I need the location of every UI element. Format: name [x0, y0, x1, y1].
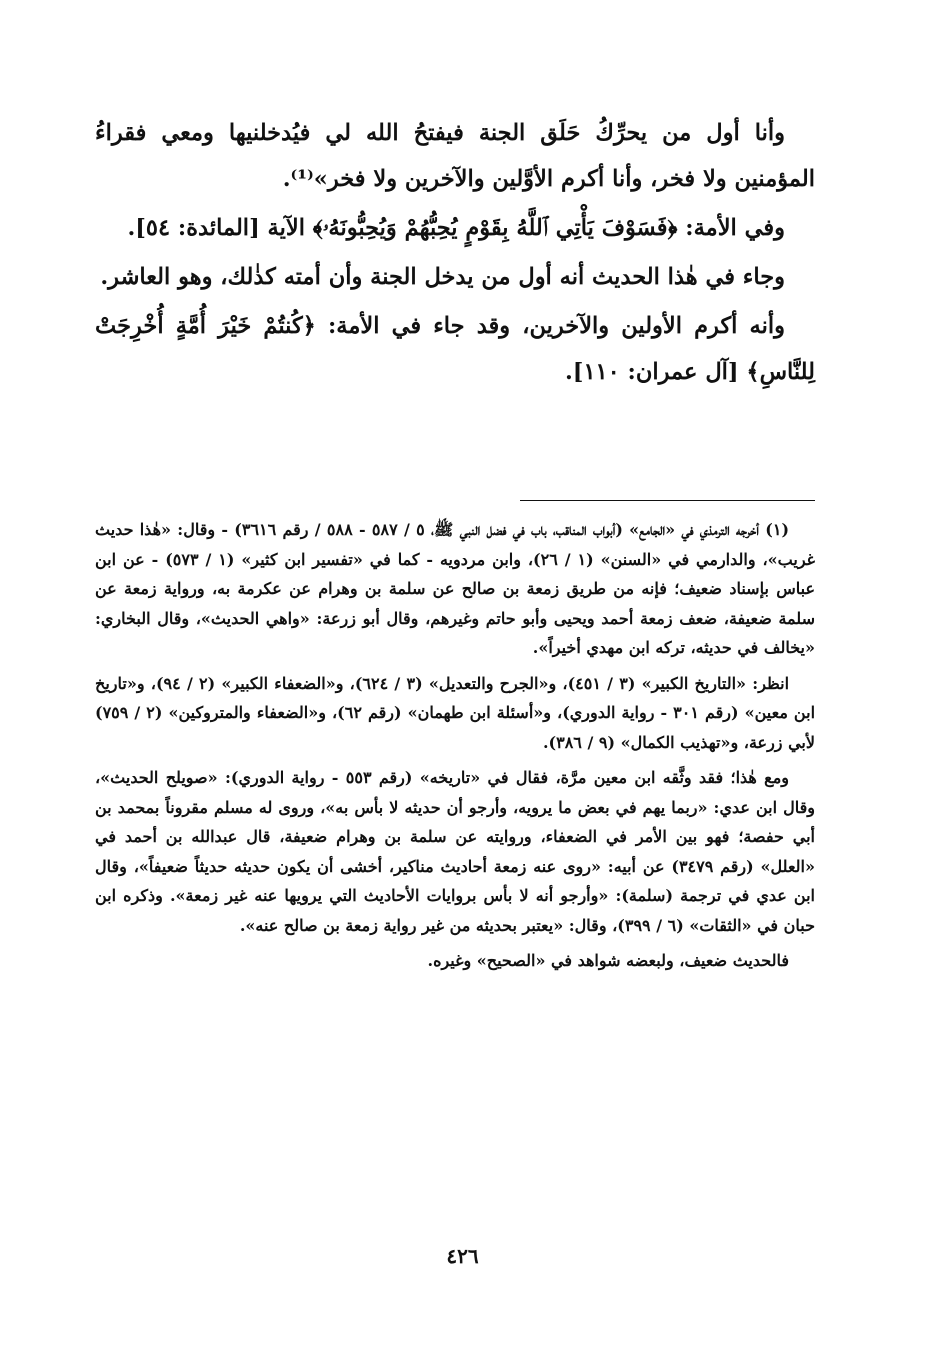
main-paragraph: وفي الأمة: ﴿فَسَوْفَ يَأْتِي ٱللَّهُ بِقَوْمٍ يُحِبُّهُمْ وَيُحِبُّونَهُۥ﴾ الآية [المائدة: ٥٤].	[127, 215, 785, 241]
main-paragraph: وأنه أكرم الأولين والآخرين، وقد جاء في الأمة: ﴿كُنتُمْ خَيْرَ أُمَّةٍ أُخْرِجَتْ لِلنَّاسِ﴾ [آل عمران: ١١٠].	[95, 313, 815, 385]
footnote-divider	[520, 500, 815, 501]
main-paragraph: وجاء في هٰذا الحديث أنه أول من يدخل الجنة وأن أمته كذٰلك، وهو العاشر.	[100, 264, 785, 290]
footnotes	[95, 515, 815, 976]
footnote-paragraph: فالحديث ضعيف، ولبعضه شواهد في «الصحيح» وغيره.	[427, 951, 789, 970]
footnote-paragraph: انظر: «التاريخ الكبير» (٣ / ٤٥١)، و«الجرح والتعديل» (٣ / ٦٢٤)، و«الضعفاء الكبير» (٢ / ٩٤)، و«تاريخ ابن معين» (رقم ٣٠١ - رواية الدوري)، و«أسئلة ابن طهمان» (رقم ٦٢)، و«الضعفاء والمتروكين» (٢ / ٧٥٩) لأبي زرعة، و«تهذيب الكمال» (٩ / ٣٨٦).	[95, 673, 816, 752]
page-number: ٤٢٦	[446, 1244, 479, 1268]
main-paragraph: وأنا أول من يحرِّكُ حَلَق الجنة فيفتحُ الله لي فيُدخلنيها ومعي فقراءُ المؤمنين ولا فخر، وأنا أكرم الأوَّلين والآخرين ولا فخر»⁽¹⁾.	[95, 120, 815, 192]
footnote-paragraph: ومع هٰذا؛ فقد وثَّقه ابن معين مرَّة، فقال في «تاريخه» (رقم ٥٥٣ - رواية الدوري): «صويلح الحديث»، وقال ابن عدي: «ربما يهم في بعض ما يرويه، وأرجو أن حديثه لا بأس به»، وروى له مسلم مقروناً بمحمد بن أبي حفصة؛ فهو بين الأمر في الضعفاء، وروايته عن سلمة بن وهرام ضعيفة، قال عبدالله بن أحمد في «العلل» (رقم ٣٤٧٩) عن أبيه: «روى عنه زمعة أحاديث مناكير، أخشى أن يكون حديثه حديثاً ضعيفاً»، وقال ابن عدي في ترجمة (سلمة): «وأرجو أنه لا بأس بروايات الأحاديث التي يرويها عنه غير زمعة». وذكره ابن حبان في «الثقات» (٦ / ٣٩٩)، وقال: «يعتبر بحديثه من غير رواية زمعة بن صالح عنه».	[95, 768, 816, 935]
footnote-paragraph: (١) أخرجه الترمذي في «الجامع» (أبواب المناقب، باب في فضل النبي ﷺ، ٥ / ٥٨٧ - ٥٨٨ / رقم ٣٦١٦) - وقال: «هٰذا حديث غريب»، والدارمي في «السنن» (١ / ٢٦)، وابن مردويه - كما في «تفسير ابن كثير» (١ / ٥٧٣) - عن ابن عباس بإسناد ضعيف؛ فإنه من طريق زمعة بن صالح عن سلمة بن وهرام عن عكرمة به، ورواية زمعة عن سلمة ضعيفة، ضعف زمعة أحمد ويحيى وأبو حاتم وغيرهم، وقال أبو زرعة: «واهي الحديث»، وقال البخاري: «يخالف في حديثه، تركه ابن مهدي أخيراً».	[95, 520, 816, 657]
main-text	[95, 110, 815, 395]
